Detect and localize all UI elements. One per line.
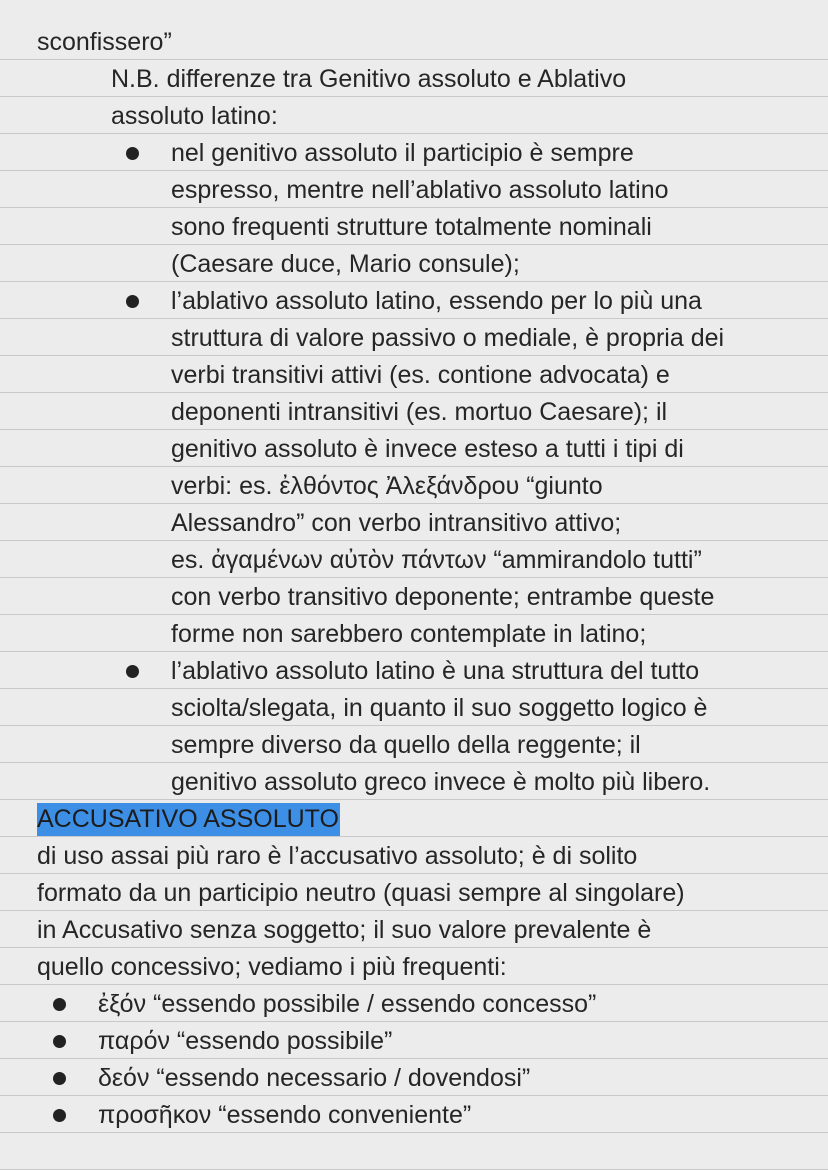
bullet-icon bbox=[53, 1109, 66, 1122]
line-text: di uso assai più raro è l’accusativo assoluto; è di solito bbox=[37, 842, 638, 870]
text-line bbox=[0, 468, 828, 505]
text-line bbox=[0, 394, 828, 431]
list-item bbox=[0, 1097, 828, 1134]
list-item bbox=[0, 653, 828, 690]
text-line bbox=[0, 690, 828, 727]
text-line bbox=[0, 912, 828, 949]
text-line bbox=[0, 727, 828, 764]
line-text: nel genitivo assoluto il participio è sempre bbox=[171, 139, 634, 167]
bullet-icon bbox=[53, 1035, 66, 1048]
line-text: genitivo assoluto è invece esteso a tutti i tipi di bbox=[171, 435, 684, 463]
bullet-icon bbox=[53, 998, 66, 1011]
line-text: assoluto latino: bbox=[111, 102, 278, 130]
list-item bbox=[0, 986, 828, 1023]
line-text: verbi transitivi attivi (es. contione advocata) e bbox=[171, 361, 670, 389]
bullet-icon bbox=[126, 147, 139, 160]
line-text: formato da un participio neutro (quasi sempre al singolare) bbox=[37, 879, 685, 907]
note-heading-line bbox=[0, 98, 828, 135]
list-item bbox=[0, 283, 828, 320]
line-text: sono frequenti strutture totalmente nominali bbox=[171, 213, 652, 241]
text-line bbox=[0, 542, 828, 579]
section-heading-line bbox=[0, 801, 828, 838]
line-text: forme non sarebbero contemplate in latino; bbox=[171, 620, 647, 648]
text-line bbox=[0, 764, 828, 801]
text-line bbox=[0, 616, 828, 653]
line-text: προσῆκον “essendo conveniente” bbox=[98, 1101, 472, 1129]
text-line bbox=[0, 172, 828, 209]
line-text: δεόν “essendo necessario / dovendosi” bbox=[98, 1064, 531, 1092]
line-text: es. ἀγαμένων αὐτὸν πάντων “ammirandolo tutti” bbox=[171, 546, 702, 574]
text-line bbox=[0, 875, 828, 912]
highlighted-heading[interactable]: ACCUSATIVO ASSOLUTO bbox=[37, 803, 340, 836]
text-line bbox=[0, 320, 828, 357]
list-item bbox=[0, 135, 828, 172]
line-text: l’ablativo assoluto latino, essendo per lo più una bbox=[171, 287, 702, 315]
text-line bbox=[0, 357, 828, 394]
text-line bbox=[0, 209, 828, 246]
line-text: quello concessivo; vediamo i più frequenti: bbox=[37, 953, 507, 981]
text-line bbox=[0, 246, 828, 283]
line-text: Alessandro” con verbo intransitivo attivo; bbox=[171, 509, 622, 537]
line-text: in Accusativo senza soggetto; il suo valore prevalente è bbox=[37, 916, 652, 944]
text-line bbox=[0, 949, 828, 986]
line-text: espresso, mentre nell’ablativo assoluto latino bbox=[171, 176, 669, 204]
line-text: ἐξόν “essendo possibile / essendo concesso” bbox=[98, 990, 597, 1018]
bullet-icon bbox=[126, 665, 139, 678]
line-text: (Caesare duce, Mario consule); bbox=[171, 250, 520, 278]
bullet-icon bbox=[126, 295, 139, 308]
text-line bbox=[0, 505, 828, 542]
line-text: struttura di valore passivo o mediale, è propria dei bbox=[171, 324, 725, 352]
note-heading-line bbox=[0, 61, 828, 98]
line-text: con verbo transitivo deponente; entrambe queste bbox=[171, 583, 715, 611]
list-item bbox=[0, 1023, 828, 1060]
text-line bbox=[0, 838, 828, 875]
line-text: N.B. differenze tra Genitivo assoluto e Ablativo bbox=[111, 65, 627, 93]
line-text: sempre diverso da quello della reggente; il bbox=[171, 731, 641, 759]
list-item bbox=[0, 1060, 828, 1097]
text-line bbox=[0, 431, 828, 468]
line-text: l’ablativo assoluto latino è una struttura del tutto bbox=[171, 657, 700, 685]
line-text: verbi: es. ἐλθόντος Ἀλεξάνδρου “giunto bbox=[171, 472, 603, 500]
note-page bbox=[0, 24, 828, 1134]
bullet-icon bbox=[53, 1072, 66, 1085]
text-line bbox=[0, 24, 828, 61]
line-text: genitivo assoluto greco invece è molto più libero. bbox=[171, 768, 711, 796]
line-text: sconfissero” bbox=[37, 28, 172, 56]
line-text: deponenti intransitivi (es. mortuo Caesare); il bbox=[171, 398, 668, 426]
line-text: sciolta/slegata, in quanto il suo soggetto logico è bbox=[171, 694, 708, 722]
text-line bbox=[0, 579, 828, 616]
line-text: παρόν “essendo possibile” bbox=[98, 1027, 393, 1055]
